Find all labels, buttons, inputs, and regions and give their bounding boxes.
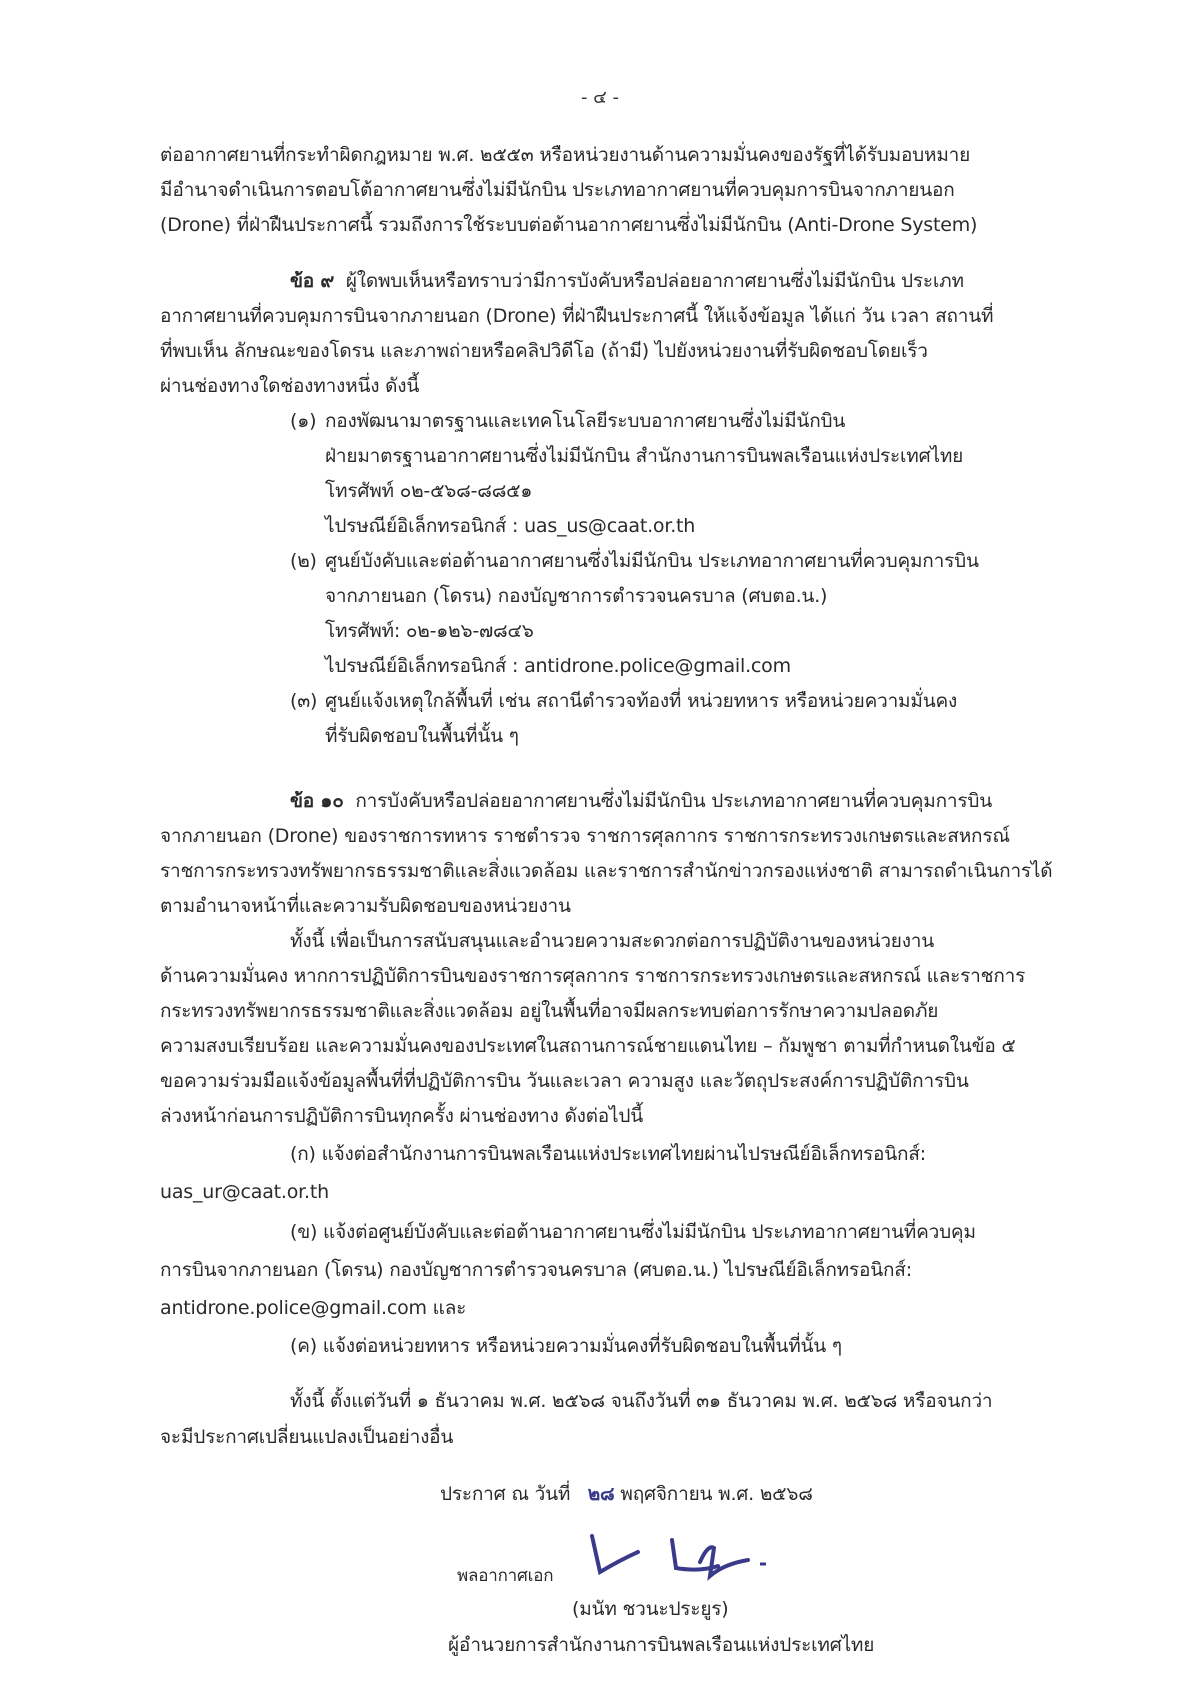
contact-item-line: กองพัฒนามาตรฐานและเทคโนโลยีระบบอากาศยานซึ่งไม่มีนักบิน xyxy=(325,410,846,432)
clause-9-heading: ข้อ ๙ xyxy=(290,270,335,292)
contact-item-marker: (๒) xyxy=(290,550,317,572)
announce-date xyxy=(440,1485,813,1504)
clause-10-para2-line: ขอความร่วมมือแจ้งข้อมูลพื้นที่ที่ปฏิบัติการบิน วันและเวลา ความสูง และวัตถุประสงค์การปฏิบัติการบิน xyxy=(160,1070,969,1092)
page-number: - ๔ - xyxy=(580,87,620,108)
channel-line: การบินจากภายนอก (โดรน) กองบัญชาการตำรวจนครบาล (ศบตอ.น.) ไปรษณีย์อิเล็กทรอนิกส์: xyxy=(160,1259,912,1281)
contact-phone xyxy=(325,622,534,641)
contact-item-marker: (๑) xyxy=(290,410,317,432)
email-label: ไปรษณีย์อิเล็กทรอนิกส์ : xyxy=(325,515,519,537)
clause-9-line: อากาศยานที่ควบคุมการบินจากภายนอก (Drone) ที่ฝ่าฝืนประกาศนี้ ให้แจ้งข้อมูล ได้แก่ วัน เวลา สถานที่ xyxy=(160,305,994,327)
channel-line: (ก) แจ้งต่อสำนักงานการบินพลเรือนแห่งประเทศไทยผ่านไปรษณีย์อิเล็กทรอนิกส์: xyxy=(290,1143,926,1165)
clause-10-para2-line: ล่วงหน้าก่อนการปฏิบัติการบินทุกครั้ง ผ่านช่องทาง ดังต่อไปนี้ xyxy=(160,1105,644,1127)
phone-label: โทรศัพท์: xyxy=(325,620,401,642)
contact-item-marker: (๓) xyxy=(290,690,318,712)
signatory-title: ผู้อำนวยการสำนักงานการบินพลเรือนแห่งประเทศไทย xyxy=(448,1634,875,1656)
intro-line: มีอำนาจดำเนินการตอบโต้อากาศยานซึ่งไม่มีนักบิน ประเภทอากาศยานที่ควบคุมการบินจากภายนอก xyxy=(160,179,955,201)
signature-icon xyxy=(590,1530,790,1590)
email-address: antidrone.police@gmail.com xyxy=(524,655,791,677)
channel-email: antidrone.police@gmail.com และ xyxy=(160,1297,467,1319)
clause-10-line: จากภายนอก (Drone) ของราชการทหาร ราชตำรวจ ราชการศุลกากร ราชการกระทรวงเกษตรและสหกรณ์ xyxy=(160,825,1010,847)
signatory-rank: พลอากาศเอก xyxy=(457,1566,554,1586)
contact-item-line: ศูนย์แจ้งเหตุใกล้พื้นที่ เช่น สถานีตำรวจท้องที่ หน่วยทหาร หรือหน่วยความมั่นคง xyxy=(325,690,958,712)
contact-item-line: ที่รับผิดชอบในพื้นที่นั้น ๆ xyxy=(325,725,519,747)
effective-line: ทั้งนี้ ตั้งแต่วันที่ ๑ ธันวาคม พ.ศ. ๒๕๖๘ จนถึงวันที่ ๓๑ ธันวาคม พ.ศ. ๒๕๖๘ หรือจนกว่า xyxy=(290,1390,993,1412)
channel-line: (ค) แจ้งต่อหน่วยทหาร หรือหน่วยความมั่นคงที่รับผิดชอบในพื้นที่นั้น ๆ xyxy=(290,1335,842,1357)
effective-line: จะมีประกาศเปลี่ยนแปลงเป็นอย่างอื่น xyxy=(160,1426,454,1448)
phone-number: ๐๒-๑๒๖-๗๘๔๖ xyxy=(405,620,534,642)
intro-line: ต่ออากาศยานที่กระทำผิดกฎหมาย พ.ศ. ๒๕๕๓ หรือหน่วยงานด้านความมั่นคงของรัฐที่ได้รับมอบหมาย xyxy=(160,144,971,166)
announce-day: ๒๘ xyxy=(587,1483,615,1505)
phone-label: โทรศัพท์ xyxy=(325,480,394,502)
contact-item-line: ฝ่ายมาตรฐานอากาศยานซึ่งไม่มีนักบิน สำนักงานการบินพลเรือนแห่งประเทศไทย xyxy=(325,445,964,467)
signatory-name: (มนัท ชวนะประยูร) xyxy=(572,1598,729,1620)
clause-10-text: การบังคับหรือปล่อยอากาศยานซึ่งไม่มีนักบิน ประเภทอากาศยานที่ควบคุมการบิน xyxy=(355,790,993,812)
clause-10-first-line xyxy=(290,792,992,811)
phone-number: ๐๒-๕๖๘-๘๘๕๑ xyxy=(399,480,533,502)
clause-10-line: ตามอำนาจหน้าที่และความรับผิดชอบของหน่วยงาน xyxy=(160,895,571,917)
clause-9-first-line xyxy=(290,272,964,291)
contact-email xyxy=(325,657,791,676)
contact-email xyxy=(325,517,695,536)
email-label: ไปรษณีย์อิเล็กทรอนิกส์ : xyxy=(325,655,519,677)
contact-phone xyxy=(325,482,532,501)
contact-item-line: จากภายนอก (โดรน) กองบัญชาการตำรวจนครบาล (ศบตอ.น.) xyxy=(325,585,828,607)
clause-9-text: ผู้ใดพบเห็นหรือทราบว่ามีการบังคับหรือปล่อยอากาศยานซึ่งไม่มีนักบิน ประเภท xyxy=(345,270,964,292)
channel-line: (ข) แจ้งต่อศูนย์บังคับและต่อต้านอากาศยานซึ่งไม่มีนักบิน ประเภทอากาศยานที่ควบคุม xyxy=(290,1221,976,1243)
channel-email: uas_ur@caat.or.th xyxy=(160,1181,329,1203)
clause-9-line: ผ่านช่องทางใดช่องทางหนึ่ง ดังนี้ xyxy=(160,375,420,397)
clause-10-line: ราชการกระทรวงทรัพยากรธรรมชาติและสิ่งแวดล้อม และราชการสำนักข่าวกรองแห่งชาติ สามารถดำเนินการได้ xyxy=(160,860,1053,882)
clause-9-line: ที่พบเห็น ลักษณะของโดรน และภาพถ่ายหรือคลิปวิดีโอ (ถ้ามี) ไปยังหน่วยงานที่รับผิดชอบโดยเร็ว xyxy=(160,340,928,362)
clause-10-para2-line: ทั้งนี้ เพื่อเป็นการสนับสนุนและอำนวยความสะดวกต่อการปฏิบัติงานของหน่วยงาน xyxy=(290,930,935,952)
clause-10-para2-line: ด้านความมั่นคง หากการปฏิบัติการบินของราชการศุลกากร ราชการกระทรวงเกษตรและสหกรณ์ และราชการ xyxy=(160,965,1026,987)
clause-10-para2-line: กระทรวงทรัพยากรธรรมชาติและสิ่งแวดล้อม อยู่ในพื้นที่อาจมีผลกระทบต่อการรักษาความปลอดภัย xyxy=(160,1000,939,1022)
email-address: uas_us@caat.or.th xyxy=(524,515,696,537)
clause-10-para2-line: ความสงบเรียบร้อย และความมั่นคงของประเทศในสถานการณ์ชายแดนไทย – กัมพูชา ตามที่กำหนดในข้อ ๕ xyxy=(160,1035,1016,1057)
contact-item-line: ศูนย์บังคับและต่อต้านอากาศยานซึ่งไม่มีนักบิน ประเภทอากาศยานที่ควบคุมการบิน xyxy=(325,550,979,572)
intro-line: (Drone) ที่ฝ่าฝืนประกาศนี้ รวมถึงการใช้ระบบต่อต้านอากาศยานซึ่งไม่มีนักบิน (Anti-Drone System) xyxy=(160,214,978,236)
announce-prefix: ประกาศ ณ วันที่ xyxy=(440,1483,571,1505)
announce-month-year: พฤศจิกายน พ.ศ. ๒๕๖๘ xyxy=(620,1483,813,1505)
clause-10-heading: ข้อ ๑๐ xyxy=(290,790,344,812)
